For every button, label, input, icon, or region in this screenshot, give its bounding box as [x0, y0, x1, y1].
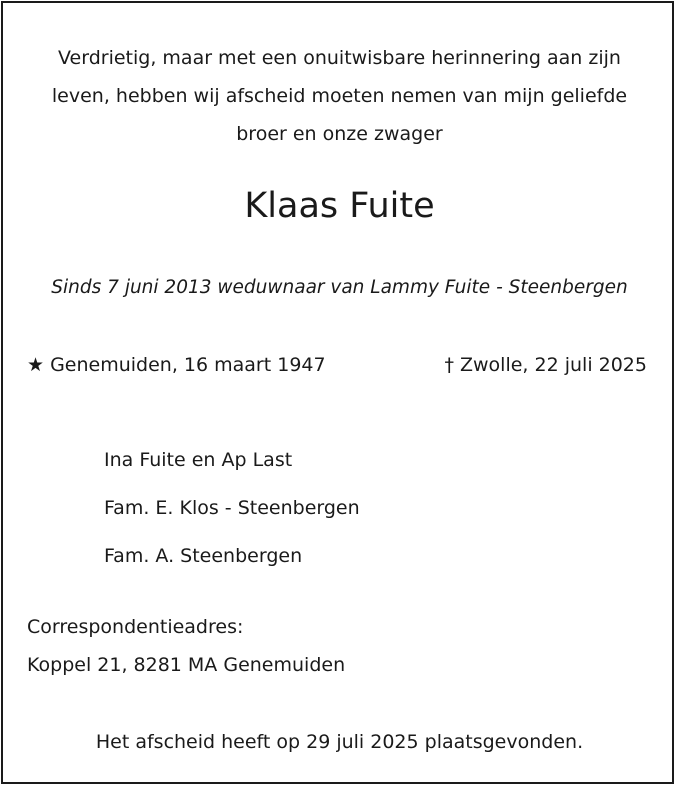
- family-list: [104, 436, 360, 580]
- intro-line-1: Verdrietig, maar met een onuitwisbare herinnering aan zijn: [58, 47, 621, 69]
- announcement-border: [1, 1, 674, 784]
- family-member: Fam. E. Klos - Steenbergen: [104, 497, 360, 519]
- farewell-text: Het afscheid heeft op 29 juli 2025 plaatsgevonden.: [95, 731, 584, 753]
- intro-line-3: broer en onze zwager: [236, 123, 443, 145]
- family-member: Fam. A. Steenbergen: [104, 545, 303, 567]
- birth-date: ★ Genemuiden, 16 maart 1947: [27, 354, 326, 376]
- widow-line: Sinds 7 juni 2013 weduwnaar van Lammy Fuite - Steenbergen: [51, 277, 628, 298]
- correspondence-address: [27, 608, 345, 684]
- family-member: Ina Fuite en Ap Last: [104, 449, 293, 471]
- intro-line-2: leven, hebben wij afscheid moeten nemen van mijn geliefde: [51, 85, 628, 107]
- correspondence-value: Koppel 21, 8281 MA Genemuiden: [27, 654, 346, 676]
- correspondence-label: Correspondentieadres:: [27, 616, 244, 638]
- death-date: † Zwolle, 22 juli 2025: [444, 354, 647, 376]
- deceased-name: Klaas Fuite: [244, 186, 435, 226]
- intro-text: [3, 39, 676, 153]
